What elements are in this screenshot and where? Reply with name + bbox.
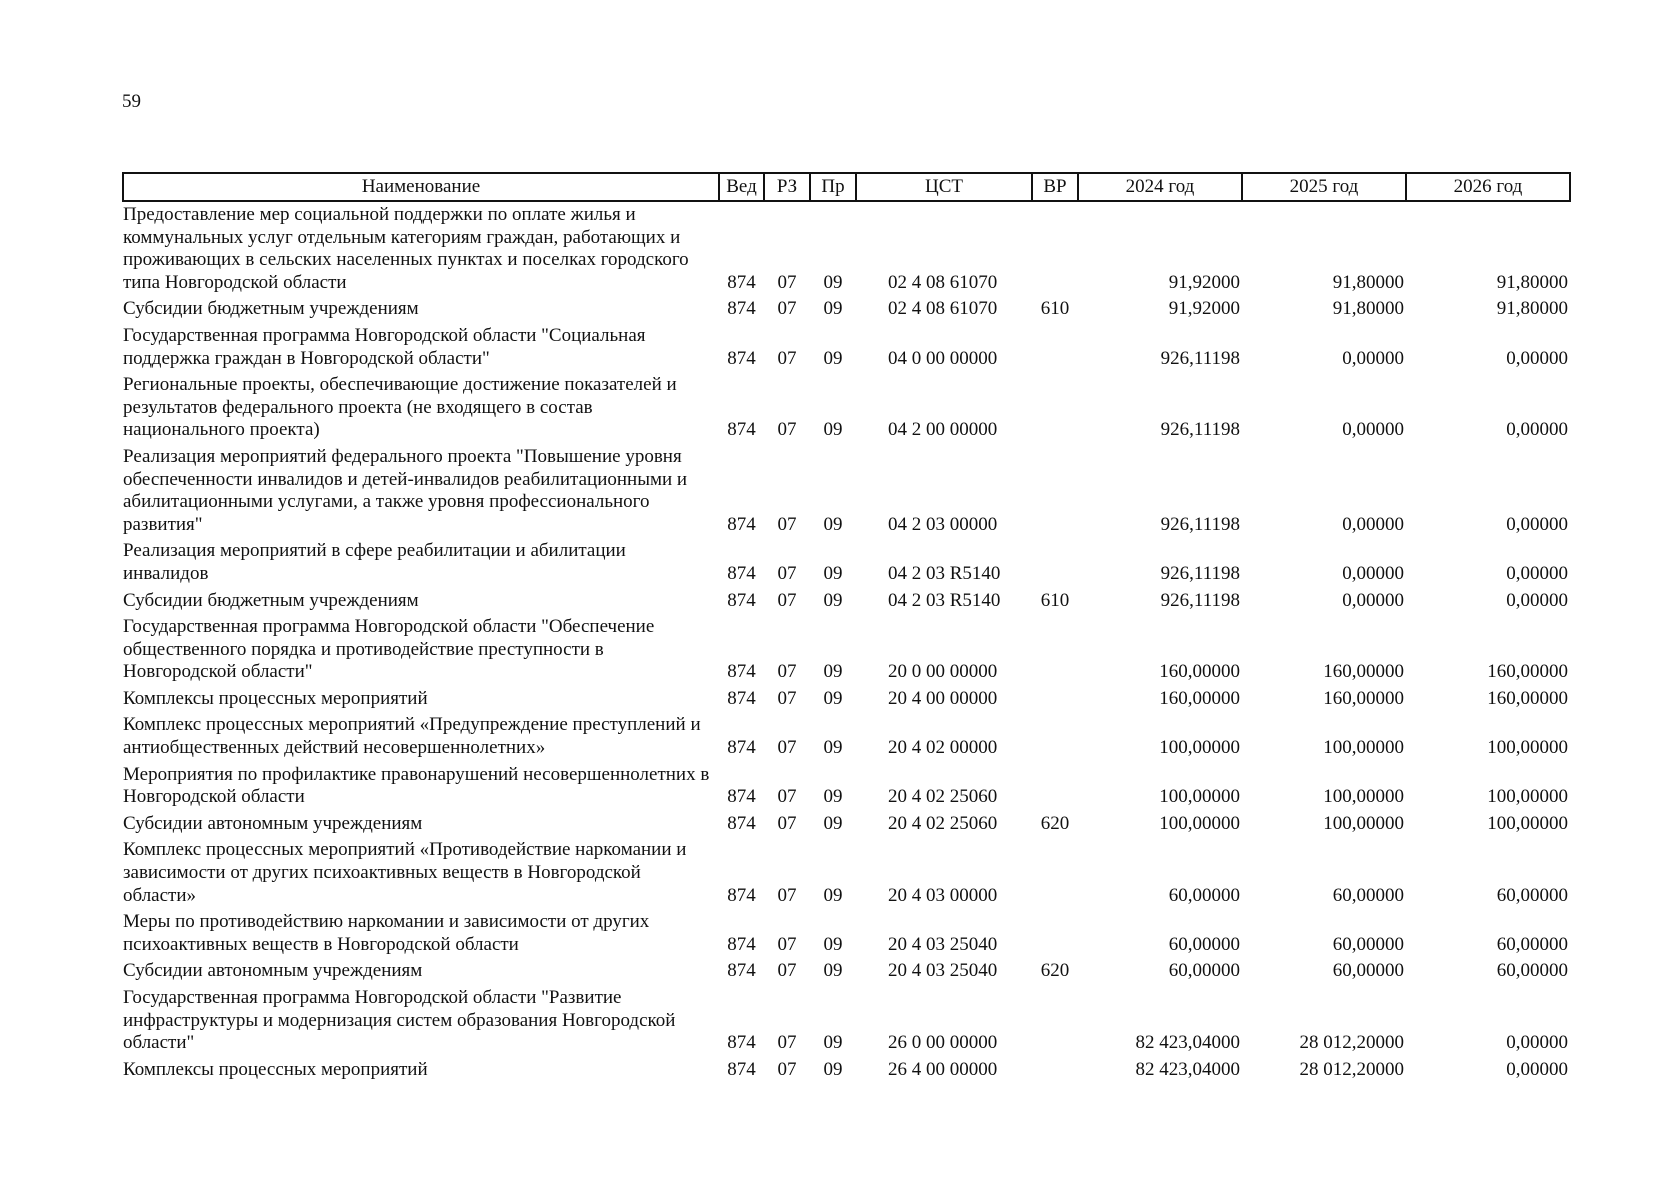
row-rz: 07 [777, 589, 797, 611]
header-pr: Пр [810, 173, 856, 201]
row-value-2026: 100,00000 [1487, 786, 1568, 808]
row-name: Субсидии автономным учреждениям [123, 812, 423, 834]
row-ved: 874 [727, 419, 756, 441]
row-cst: 20 4 02 00000 [888, 737, 998, 759]
row-name: Меры по противодействию наркомании и зависимости от других психоактивных веществ в Новгородской области [123, 911, 650, 955]
row-value-2026: 0,00000 [1506, 562, 1568, 584]
row-pr: 09 [823, 513, 843, 535]
row-value-2024: 160,00000 [1159, 687, 1240, 709]
row-ved: 874 [727, 933, 756, 955]
table-row [123, 372, 1570, 444]
row-cst: 04 2 00 00000 [888, 419, 998, 441]
row-name: Субсидии бюджетным учреждениям [123, 298, 419, 320]
row-ved: 874 [727, 271, 756, 293]
row-ved: 874 [727, 298, 756, 320]
row-vr [1032, 444, 1078, 538]
table-body [123, 201, 1570, 1083]
row-value-2025: 160,00000 [1323, 687, 1404, 709]
row-value-2025: 160,00000 [1323, 661, 1404, 683]
row-vr [1032, 686, 1078, 713]
row-vr [1032, 837, 1078, 909]
row-rz: 07 [777, 933, 797, 955]
row-ved: 874 [727, 786, 756, 808]
row-ved: 874 [727, 589, 756, 611]
row-value-2024: 91,92000 [1168, 298, 1240, 320]
row-pr: 09 [823, 347, 843, 369]
row-value-2024: 100,00000 [1159, 812, 1240, 834]
row-value-2024: 60,00000 [1168, 960, 1240, 982]
table-row [123, 909, 1570, 958]
row-rz: 07 [777, 1058, 797, 1080]
row-ved: 874 [727, 661, 756, 683]
row-vr [1032, 985, 1078, 1057]
table-row [123, 1057, 1570, 1084]
row-cst: 04 2 03 00000 [888, 513, 998, 535]
row-value-2024: 91,92000 [1168, 271, 1240, 293]
row-value-2024: 82 423,04000 [1135, 1058, 1240, 1080]
row-value-2024: 926,11198 [1160, 589, 1240, 611]
row-name: Комплекс процессных мероприятий «Предупреждение преступлений и антиобщественных действий несовершеннолетних» [123, 714, 701, 759]
row-value-2025: 100,00000 [1323, 812, 1404, 834]
row-rz: 07 [777, 298, 797, 320]
row-pr: 09 [823, 661, 843, 683]
row-rz: 07 [777, 513, 797, 535]
row-pr: 09 [823, 933, 843, 955]
header-2024: 2024 год [1078, 173, 1242, 201]
row-rz: 07 [777, 884, 797, 906]
table-row [123, 712, 1570, 761]
row-value-2026: 0,00000 [1506, 347, 1568, 369]
row-value-2025: 60,00000 [1332, 933, 1404, 955]
row-cst: 02 4 08 61070 [888, 271, 998, 293]
header-rz: РЗ [764, 173, 810, 201]
row-value-2026: 0,00000 [1506, 589, 1568, 611]
row-value-2025: 100,00000 [1323, 786, 1404, 808]
table-row [123, 538, 1570, 587]
row-cst: 02 4 08 61070 [888, 298, 998, 320]
row-ved: 874 [727, 1058, 756, 1080]
row-value-2024: 82 423,04000 [1135, 1032, 1240, 1054]
row-value-2026: 91,80000 [1496, 298, 1568, 320]
row-rz: 07 [777, 562, 797, 584]
row-pr: 09 [823, 562, 843, 584]
row-value-2025: 0,00000 [1342, 562, 1404, 584]
row-value-2025: 0,00000 [1342, 513, 1404, 535]
row-name: Предоставление мер социальной поддержки по оплате жилья и коммунальных услуг отдельным категориям граждан, работающих и проживающих в сельских населенных пунктах и поселках городского типа Новгородской области [123, 204, 689, 293]
row-vr [1032, 538, 1078, 587]
row-pr: 09 [823, 687, 843, 709]
row-vr [1032, 614, 1078, 686]
table-row [123, 296, 1570, 323]
row-cst: 26 0 00 00000 [888, 1032, 998, 1054]
row-value-2026: 160,00000 [1487, 687, 1568, 709]
row-vr: 610 [1040, 298, 1070, 320]
row-vr [1032, 1057, 1078, 1084]
row-value-2025: 100,00000 [1323, 737, 1404, 759]
row-pr: 09 [823, 298, 843, 320]
row-vr [1032, 712, 1078, 761]
row-vr: 620 [1040, 812, 1070, 834]
row-name: Государственная программа Новгородской области "Социальная поддержка граждан в Новгородской области" [123, 324, 646, 369]
table-header-row [123, 173, 1570, 201]
row-name: Комплекс процессных мероприятий «Противодействие наркомании и зависимости от других психоактивных веществ в Новгородской области» [123, 839, 687, 906]
header-ved: Вед [719, 173, 764, 201]
header-2025: 2025 год [1242, 173, 1406, 201]
row-value-2026: 100,00000 [1487, 737, 1568, 759]
row-value-2024: 160,00000 [1159, 661, 1240, 683]
row-value-2025: 28 012,20000 [1299, 1058, 1404, 1080]
row-ved: 874 [727, 884, 756, 906]
row-name: Мероприятия по профилактике правонарушений несовершеннолетних в Новгородской области [123, 763, 710, 808]
row-cst: 20 4 02 25060 [888, 812, 998, 834]
row-ved: 874 [727, 562, 756, 584]
row-value-2025: 0,00000 [1342, 347, 1404, 369]
row-ved: 874 [727, 812, 756, 834]
row-pr: 09 [823, 419, 843, 441]
row-name: Реализация мероприятий федерального проекта "Повышение уровня обеспеченности инвалидов и детей-инвалидов реабилитационными и абилитационными услугами, а также уровня профессионального развития" [123, 445, 688, 535]
row-value-2026: 0,00000 [1506, 419, 1568, 441]
row-value-2026: 91,80000 [1496, 271, 1568, 293]
row-value-2026: 160,00000 [1487, 661, 1568, 683]
row-pr: 09 [823, 786, 843, 808]
table-row [123, 837, 1570, 909]
row-name: Государственная программа Новгородской области "Развитие инфраструктуры и модернизация систем образования Новгородской области" [123, 987, 676, 1054]
row-value-2026: 0,00000 [1506, 1032, 1568, 1054]
row-vr [1032, 909, 1078, 958]
row-rz: 07 [777, 960, 797, 982]
row-value-2024: 926,11198 [1160, 419, 1240, 441]
row-pr: 09 [823, 1032, 843, 1054]
row-pr: 09 [823, 271, 843, 293]
table-row [123, 985, 1570, 1057]
row-name: Государственная программа Новгородской области "Обеспечение общественного порядка и противодействие преступности в Новгородской области" [123, 616, 655, 683]
row-vr: 610 [1040, 589, 1070, 611]
row-cst: 04 0 00 00000 [888, 347, 998, 369]
row-cst: 20 4 03 00000 [888, 884, 998, 906]
row-cst: 04 2 03 R5140 [888, 589, 1001, 611]
row-rz: 07 [777, 271, 797, 293]
row-ved: 874 [727, 513, 756, 535]
row-ved: 874 [727, 347, 756, 369]
row-cst: 26 4 00 00000 [888, 1058, 998, 1080]
row-vr [1032, 762, 1078, 811]
table-row [123, 444, 1570, 538]
row-rz: 07 [777, 347, 797, 369]
row-pr: 09 [823, 589, 843, 611]
row-rz: 07 [777, 737, 797, 759]
row-cst: 20 4 03 25040 [888, 960, 998, 982]
row-name: Комплексы процессных мероприятий [123, 687, 428, 709]
table-row [123, 811, 1570, 838]
row-cst: 20 4 03 25040 [888, 933, 998, 955]
row-value-2026: 0,00000 [1506, 1058, 1568, 1080]
row-cst: 20 4 00 00000 [888, 687, 998, 709]
row-value-2025: 60,00000 [1332, 884, 1404, 906]
header-name: Наименование [123, 173, 719, 201]
table-row [123, 201, 1570, 296]
row-value-2025: 0,00000 [1342, 419, 1404, 441]
row-name: Региональные проекты, обеспечивающие достижение показателей и результатов федерального проекта (не входящего в состав национального проекта) [123, 374, 677, 441]
row-rz: 07 [777, 1032, 797, 1054]
row-rz: 07 [777, 786, 797, 808]
row-value-2026: 60,00000 [1496, 884, 1568, 906]
row-name: Субсидии автономным учреждениям [123, 960, 423, 982]
row-value-2025: 0,00000 [1342, 589, 1404, 611]
row-value-2026: 0,00000 [1506, 513, 1568, 535]
row-ved: 874 [727, 960, 756, 982]
row-value-2025: 28 012,20000 [1299, 1032, 1404, 1054]
row-value-2026: 100,00000 [1487, 812, 1568, 834]
row-ved: 874 [727, 1032, 756, 1054]
row-rz: 07 [777, 687, 797, 709]
page-number: 59 [122, 91, 141, 112]
row-pr: 09 [823, 737, 843, 759]
row-vr: 620 [1040, 960, 1070, 982]
row-value-2026: 60,00000 [1496, 960, 1568, 982]
table-row [123, 686, 1570, 713]
row-value-2025: 91,80000 [1332, 271, 1404, 293]
row-name: Реализация мероприятий в сфере реабилитации и абилитации инвалидов [123, 540, 626, 584]
row-name: Субсидии бюджетным учреждениям [123, 589, 419, 611]
row-cst: 20 4 02 25060 [888, 786, 998, 808]
row-rz: 07 [777, 419, 797, 441]
table-row [123, 762, 1570, 811]
row-cst: 04 2 03 R5140 [888, 562, 1001, 584]
row-vr [1032, 372, 1078, 444]
row-value-2024: 60,00000 [1168, 884, 1240, 906]
row-rz: 07 [777, 812, 797, 834]
row-vr [1032, 201, 1078, 296]
row-value-2024: 100,00000 [1159, 737, 1240, 759]
row-pr: 09 [823, 1058, 843, 1080]
table-row [123, 323, 1570, 372]
row-vr [1032, 323, 1078, 372]
row-value-2024: 926,11198 [1160, 562, 1240, 584]
row-ved: 874 [727, 737, 756, 759]
row-pr: 09 [823, 884, 843, 906]
row-value-2024: 100,00000 [1159, 786, 1240, 808]
header-2026: 2026 год [1406, 173, 1570, 201]
row-value-2025: 91,80000 [1332, 298, 1404, 320]
row-name: Комплексы процессных мероприятий [123, 1058, 428, 1080]
row-ved: 874 [727, 687, 756, 709]
row-pr: 09 [823, 812, 843, 834]
row-value-2024: 926,11198 [1160, 347, 1240, 369]
row-value-2026: 60,00000 [1496, 933, 1568, 955]
row-value-2024: 926,11198 [1160, 513, 1240, 535]
row-value-2024: 60,00000 [1168, 933, 1240, 955]
budget-table [122, 172, 1571, 1083]
header-vr: ВР [1032, 173, 1078, 201]
table-row [123, 958, 1570, 985]
row-value-2025: 60,00000 [1332, 960, 1404, 982]
table-row [123, 614, 1570, 686]
header-cst: ЦСТ [856, 173, 1032, 201]
row-rz: 07 [777, 661, 797, 683]
row-cst: 20 0 00 00000 [888, 661, 998, 683]
row-pr: 09 [823, 960, 843, 982]
table-row [123, 588, 1570, 615]
